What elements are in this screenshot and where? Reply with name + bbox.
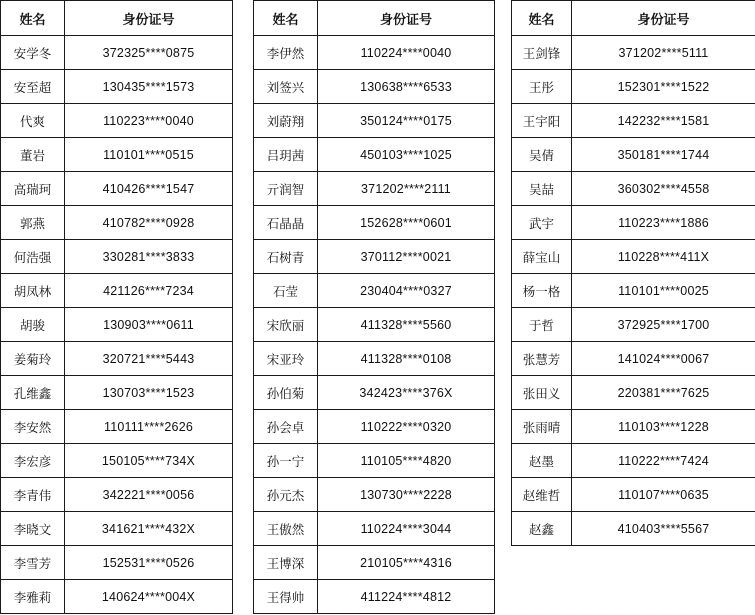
id-number-cell: 341621****432X — [65, 512, 233, 546]
person-name-cell: 李雪芳 — [1, 546, 65, 580]
table-row — [1, 172, 233, 206]
table-row — [1, 36, 233, 70]
table-row — [512, 104, 755, 138]
person-name-cell: 王傲然 — [254, 512, 318, 546]
table-row — [1, 376, 233, 410]
person-name-cell: 孙会卓 — [254, 410, 318, 444]
id-number-cell: 152628****0601 — [318, 206, 495, 240]
id-number-cell: 371202****2111 — [318, 172, 495, 206]
table-row — [512, 342, 755, 376]
table-row — [254, 104, 495, 138]
person-name-cell: 张田义 — [512, 376, 572, 410]
id-number-cell: 110224****0040 — [318, 36, 495, 70]
id-number-cell: 130903****0611 — [65, 308, 233, 342]
table-row — [512, 376, 755, 410]
header-row — [254, 1, 495, 36]
id-number-cell: 230404****0327 — [318, 274, 495, 308]
person-name-cell: 王彤 — [512, 70, 572, 104]
table-row — [254, 478, 495, 512]
person-name-cell: 于哲 — [512, 308, 572, 342]
table-row — [1, 308, 233, 342]
person-name-cell: 石树青 — [254, 240, 318, 274]
id-number-cell: 372925****1700 — [572, 308, 755, 342]
person-name-cell: 李安然 — [1, 410, 65, 444]
person-name-cell: 代爽 — [1, 104, 65, 138]
table-row — [254, 376, 495, 410]
table-row — [512, 444, 755, 478]
person-name-cell: 赵墨 — [512, 444, 572, 478]
id-number-cell: 110222****0320 — [318, 410, 495, 444]
table-row — [512, 240, 755, 274]
table-row — [1, 444, 233, 478]
person-name-cell: 李晓文 — [1, 512, 65, 546]
table-row — [512, 308, 755, 342]
table-row — [254, 206, 495, 240]
person-name-cell: 李雅莉 — [1, 580, 65, 614]
person-name-cell: 孙伯菊 — [254, 376, 318, 410]
person-name-cell: 刘签兴 — [254, 70, 318, 104]
table-row — [512, 206, 755, 240]
id-number-cell: 210105****4316 — [318, 546, 495, 580]
table-row — [1, 580, 233, 614]
roster-table-1 — [0, 0, 233, 614]
table-row — [512, 478, 755, 512]
table-row — [254, 308, 495, 342]
person-name-cell: 何浩强 — [1, 240, 65, 274]
name-column-header: 姓名 — [1, 1, 65, 36]
id-number-cell: 110222****7424 — [572, 444, 755, 478]
person-name-cell: 安至超 — [1, 70, 65, 104]
person-name-cell: 吴倩 — [512, 138, 572, 172]
table-row — [512, 70, 755, 104]
table-row — [254, 410, 495, 444]
person-name-cell: 张雨晴 — [512, 410, 572, 444]
table-row — [254, 444, 495, 478]
id-number-cell: 110224****3044 — [318, 512, 495, 546]
id-number-cell: 130703****1523 — [65, 376, 233, 410]
person-name-cell: 杨一格 — [512, 274, 572, 308]
person-name-cell: 安学冬 — [1, 36, 65, 70]
person-name-cell: 宋欣丽 — [254, 308, 318, 342]
person-name-cell: 王剑锋 — [512, 36, 572, 70]
roster-table-2 — [253, 0, 495, 614]
table-row — [254, 274, 495, 308]
id-number-cell: 141024****0067 — [572, 342, 755, 376]
id-number-cell: 110101****0025 — [572, 274, 755, 308]
person-name-cell: 孔维鑫 — [1, 376, 65, 410]
id-number-cell: 410403****5567 — [572, 512, 755, 546]
table-row — [254, 512, 495, 546]
table-row — [254, 70, 495, 104]
table-row — [1, 70, 233, 104]
table-row — [254, 172, 495, 206]
id-number-cell: 142232****1581 — [572, 104, 755, 138]
table-row — [1, 546, 233, 580]
person-name-cell: 姜菊玲 — [1, 342, 65, 376]
id-number-cell: 410426****1547 — [65, 172, 233, 206]
person-name-cell: 孙一宁 — [254, 444, 318, 478]
id-number-cell: 110223****0040 — [65, 104, 233, 138]
id-number-cell: 350181****1744 — [572, 138, 755, 172]
person-name-cell: 吕玥茜 — [254, 138, 318, 172]
table-row — [1, 410, 233, 444]
id-number-cell: 130730****2228 — [318, 478, 495, 512]
id-number-cell: 110107****0635 — [572, 478, 755, 512]
id-number-cell: 350124****0175 — [318, 104, 495, 138]
id-number-cell: 110103****1228 — [572, 410, 755, 444]
person-name-cell: 李青伟 — [1, 478, 65, 512]
person-name-cell: 宋亚玲 — [254, 342, 318, 376]
person-name-cell: 郭燕 — [1, 206, 65, 240]
roster-table-3 — [511, 0, 755, 546]
person-name-cell: 李伊然 — [254, 36, 318, 70]
id-number-cell: 411328****5560 — [318, 308, 495, 342]
person-name-cell: 王宇阳 — [512, 104, 572, 138]
person-name-cell: 张慧芳 — [512, 342, 572, 376]
person-name-cell: 高瑞珂 — [1, 172, 65, 206]
id-column-header: 身份证号 — [318, 1, 495, 36]
id-number-cell: 110101****0515 — [65, 138, 233, 172]
name-column-header: 姓名 — [512, 1, 572, 36]
table-row — [1, 512, 233, 546]
table-row — [254, 36, 495, 70]
id-number-cell: 371202****5111 — [572, 36, 755, 70]
table-row — [254, 138, 495, 172]
id-number-cell: 130435****1573 — [65, 70, 233, 104]
table-row — [1, 274, 233, 308]
person-name-cell: 亓润智 — [254, 172, 318, 206]
id-number-cell: 370112****0021 — [318, 240, 495, 274]
person-name-cell: 胡骏 — [1, 308, 65, 342]
table-row — [254, 342, 495, 376]
table-row — [1, 342, 233, 376]
table-row — [254, 580, 495, 614]
person-name-cell: 李宏彦 — [1, 444, 65, 478]
id-number-cell: 150105****734X — [65, 444, 233, 478]
id-number-cell: 152301****1522 — [572, 70, 755, 104]
person-name-cell: 王博深 — [254, 546, 318, 580]
id-number-cell: 342221****0056 — [65, 478, 233, 512]
person-name-cell: 胡凤林 — [1, 274, 65, 308]
name-column-header: 姓名 — [254, 1, 318, 36]
table-row — [254, 240, 495, 274]
id-number-cell: 360302****4558 — [572, 172, 755, 206]
id-number-cell: 320721****5443 — [65, 342, 233, 376]
id-column-header: 身份证号 — [572, 1, 755, 36]
id-column-header: 身份证号 — [65, 1, 233, 36]
id-number-cell: 110228****411X — [572, 240, 755, 274]
table-row — [512, 172, 755, 206]
person-name-cell: 武宇 — [512, 206, 572, 240]
person-name-cell: 王得帅 — [254, 580, 318, 614]
table-row — [1, 206, 233, 240]
person-name-cell: 赵鑫 — [512, 512, 572, 546]
table-row — [1, 104, 233, 138]
id-number-cell: 130638****6533 — [318, 70, 495, 104]
table-row — [512, 410, 755, 444]
id-number-cell: 342423****376X — [318, 376, 495, 410]
id-number-cell: 152531****0526 — [65, 546, 233, 580]
person-name-cell: 薛宝山 — [512, 240, 572, 274]
table-row — [512, 274, 755, 308]
person-name-cell: 赵维哲 — [512, 478, 572, 512]
table-row — [1, 478, 233, 512]
id-number-cell: 110105****4820 — [318, 444, 495, 478]
id-number-cell: 410782****0928 — [65, 206, 233, 240]
id-number-cell: 140624****004X — [65, 580, 233, 614]
table-row — [254, 546, 495, 580]
table-row — [512, 36, 755, 70]
person-name-cell: 吴喆 — [512, 172, 572, 206]
person-name-cell: 石晶晶 — [254, 206, 318, 240]
person-name-cell: 刘蔚翔 — [254, 104, 318, 138]
header-row — [1, 1, 233, 36]
id-number-cell: 421126****7234 — [65, 274, 233, 308]
id-number-cell: 330281****3833 — [65, 240, 233, 274]
person-name-cell: 石莹 — [254, 274, 318, 308]
header-row — [512, 1, 755, 36]
table-row — [512, 138, 755, 172]
id-number-cell: 450103****1025 — [318, 138, 495, 172]
person-name-cell: 董岩 — [1, 138, 65, 172]
table-row — [1, 240, 233, 274]
person-name-cell: 孙元杰 — [254, 478, 318, 512]
table-row — [512, 512, 755, 546]
id-number-cell: 220381****7625 — [572, 376, 755, 410]
table-row — [1, 138, 233, 172]
id-number-cell: 372325****0875 — [65, 36, 233, 70]
id-number-cell: 110111****2626 — [65, 410, 233, 444]
id-number-cell: 411224****4812 — [318, 580, 495, 614]
id-number-cell: 110223****1886 — [572, 206, 755, 240]
id-number-cell: 411328****0108 — [318, 342, 495, 376]
